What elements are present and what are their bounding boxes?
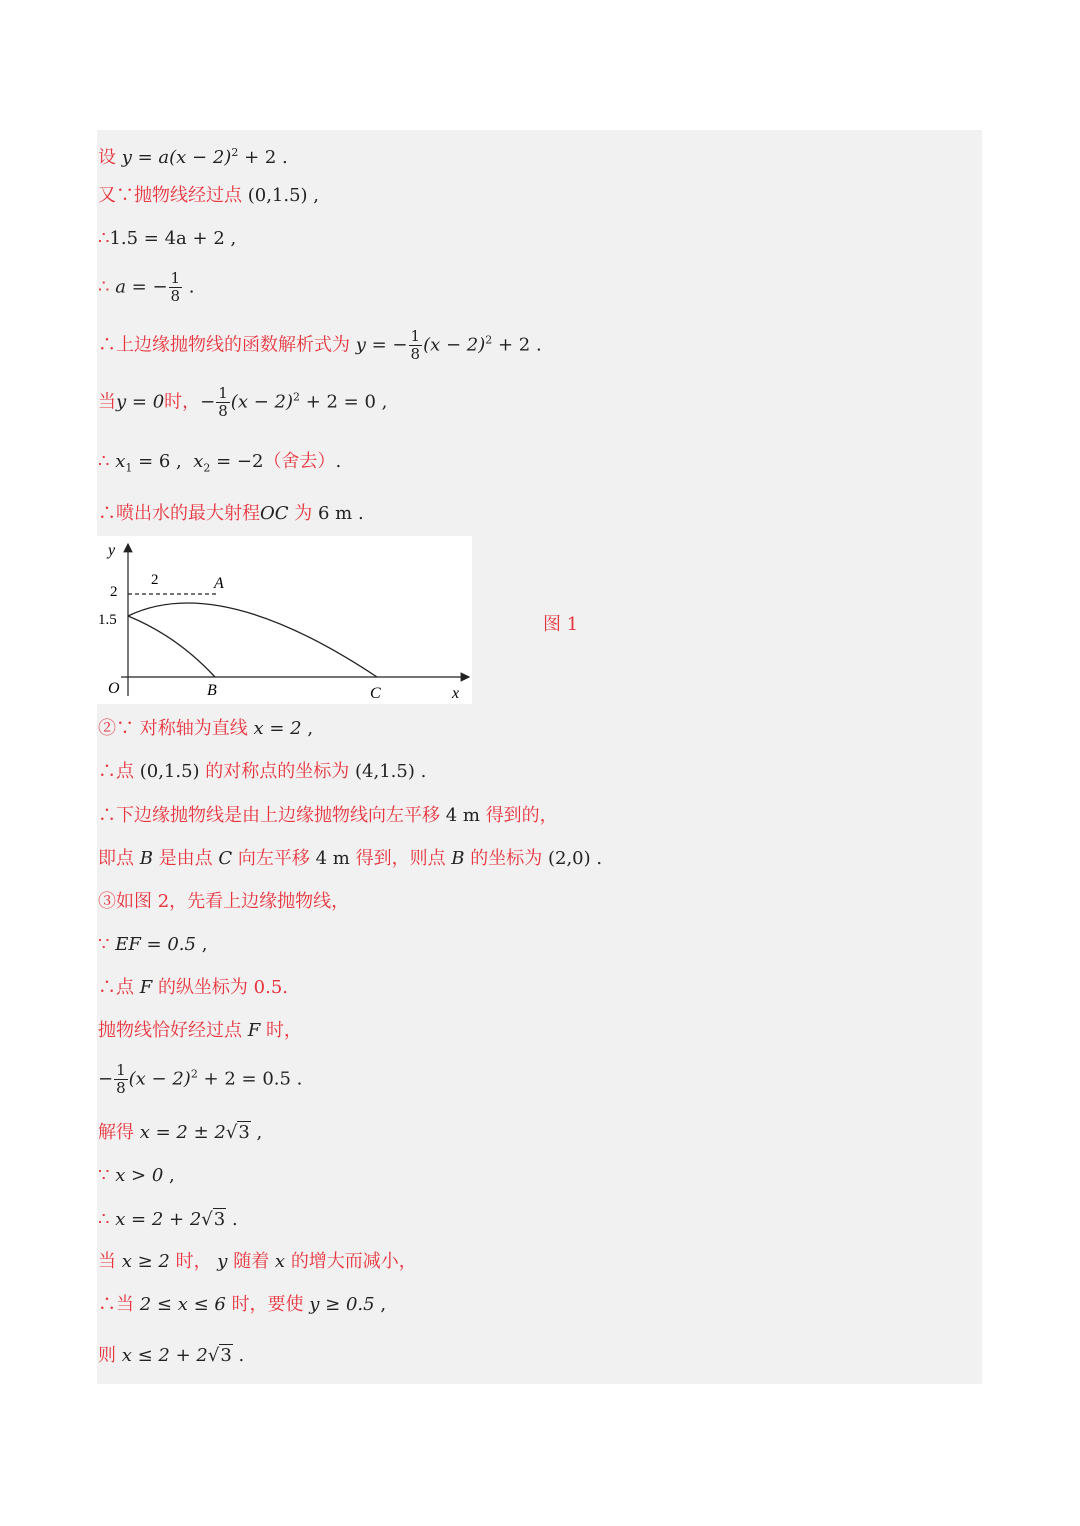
math-expression: y = − [355, 334, 408, 356]
text-time: 时， [175, 1251, 212, 1272]
text-statement: 时，要使 [231, 1294, 304, 1315]
punctuation: . [183, 276, 195, 298]
exponent: 2 [292, 390, 300, 404]
line-13 [98, 891, 349, 913]
fraction-numerator: 1 [170, 269, 181, 287]
line-3 [98, 228, 236, 250]
math-expression: EF = 0.5 [115, 934, 196, 955]
minus-sign: − [200, 391, 216, 413]
fraction-numerator: 1 [218, 384, 228, 402]
fraction [216, 385, 230, 420]
line-15 [98, 977, 288, 999]
text-statement: 的增大而减小， [290, 1251, 417, 1272]
text-statement: ∴喷出水的最大射程 [98, 503, 260, 524]
text-time: 时， [164, 391, 201, 413]
punctuation: . [335, 451, 342, 472]
fraction [409, 328, 423, 363]
punctuation: , [163, 1165, 175, 1186]
text-statement: 抛物线恰好经过点 [98, 1020, 242, 1041]
text-statement: 时， [265, 1020, 302, 1041]
line-5 [98, 328, 542, 363]
line-4 [98, 270, 195, 305]
line-19 [98, 1165, 175, 1187]
variable-x: x [269, 1251, 291, 1272]
line-6 [98, 385, 387, 420]
line-14 [98, 934, 207, 956]
fraction-denominator: 8 [170, 287, 181, 305]
math-expression: x = 2 + 2 [115, 1209, 202, 1230]
line-22 [98, 1294, 386, 1316]
math-expression: (x − 2) [128, 1068, 191, 1090]
text-statement: 得到，则点 [355, 848, 446, 869]
fraction-denominator: 8 [410, 345, 421, 363]
punctuation: , [195, 934, 208, 955]
variable-x1: x [115, 451, 126, 472]
text-when: 当 [98, 1251, 116, 1272]
math-expression: (x − 2) [423, 334, 486, 356]
y-axis-label: y [108, 542, 116, 559]
text-then: 则 [98, 1345, 116, 1366]
dash-length-label: 2 [151, 572, 159, 588]
punctuation: . [596, 848, 603, 869]
text-statement: ∴下边缘抛物线是由上边缘抛物线向左平移 [98, 805, 440, 826]
math-expression: a = − [115, 276, 168, 298]
math-expression: x = 2 ± 2 [139, 1122, 226, 1143]
minus-sign: − [98, 1068, 114, 1090]
line-11 [98, 805, 558, 827]
math-expression: 2 ≤ x ≤ 6 [134, 1294, 232, 1315]
punctuation: , [250, 1122, 263, 1143]
line-10 [98, 761, 426, 783]
discard-note: （舍去） [263, 451, 336, 472]
exponent: 2 [231, 146, 239, 159]
text-statement: ∴当 [98, 1294, 134, 1315]
line-20 [98, 1209, 238, 1231]
point-label: B [134, 848, 159, 869]
text-statement: 的纵坐标为 0.5. [157, 977, 289, 998]
line-23 [98, 1345, 244, 1367]
point-coordinate: (0,1.5) [134, 761, 206, 782]
point-c-label: C [370, 685, 381, 702]
subscript: 2 [203, 461, 211, 475]
point-b-label: B [207, 682, 217, 699]
variable-x2: x [193, 451, 204, 472]
therefore-symbol: ∴ [98, 276, 116, 298]
solution-panel [97, 130, 982, 1384]
line-17 [98, 1062, 302, 1097]
punctuation: , [307, 185, 320, 206]
text-solve: 解得 [98, 1122, 140, 1143]
radicand: 3 [213, 1209, 226, 1230]
line-16 [98, 1020, 302, 1042]
math-expression: y ≥ 0.5 [303, 1294, 375, 1315]
fraction [169, 270, 183, 305]
x-axis-label: x [452, 685, 460, 702]
punctuation: , [301, 718, 314, 739]
line-8 [98, 503, 364, 525]
line-12 [98, 848, 602, 870]
text-statement: ∴点 [98, 761, 134, 782]
because-symbol: ∵ [98, 1165, 116, 1186]
therefore-symbol: ∴ [98, 451, 116, 472]
sqrt-symbol: √ [225, 1122, 238, 1143]
text-when: 当 [98, 391, 116, 413]
text-is: 为 [288, 503, 318, 524]
exponent: 2 [190, 1067, 198, 1081]
text-statement: ③如图 2，先看上边缘抛物线， [98, 891, 350, 912]
origin-label: O [108, 680, 120, 697]
text-statement: 的坐标为 [470, 848, 543, 869]
math-expression: = 6 , [132, 451, 182, 472]
line-2 [98, 185, 319, 207]
text-statement: 即点 [98, 848, 134, 869]
point-coordinate: (4,1.5) [349, 761, 421, 782]
fraction [114, 1062, 128, 1097]
point-label: B [445, 848, 471, 869]
point-label: F [134, 977, 158, 998]
distance-value: 4 m [309, 848, 356, 869]
fraction-numerator: 1 [410, 327, 421, 345]
point-coordinate: (2,0) [542, 848, 597, 869]
sqrt-symbol: √ [201, 1209, 213, 1230]
math-expression: (x − 2) [230, 391, 293, 413]
y-tick-1-5: 1.5 [98, 612, 117, 628]
segment-label: OC [260, 503, 289, 524]
distance-value: 4 m [440, 805, 486, 826]
math-tail: + 2 = 0.5 . [197, 1068, 303, 1090]
fraction-numerator: 1 [116, 1061, 126, 1079]
punctuation: , [374, 1294, 387, 1315]
punctuation: . [420, 761, 427, 782]
sqrt-symbol: √ [207, 1345, 220, 1366]
point-coordinate: (0,1.5) [242, 185, 308, 206]
radicand: 3 [238, 1122, 250, 1143]
y-tick-2: 2 [110, 584, 118, 600]
therefore-symbol: ∴ [98, 228, 110, 249]
punctuation: . [232, 1345, 245, 1366]
radicand: 3 [220, 1345, 232, 1366]
punctuation: , [224, 228, 237, 249]
text-statement: 的对称点的坐标为 [205, 761, 350, 782]
exponent: 2 [485, 333, 493, 347]
distance-value: 6 m [317, 503, 353, 524]
math-tail: + 2 = 0 , [299, 391, 388, 413]
text-statement: 随着 [233, 1251, 270, 1272]
line-1 [98, 142, 288, 169]
line-7 [98, 451, 341, 480]
text-statement: 是由点 [158, 848, 213, 869]
subscript: 1 [125, 461, 133, 475]
parabola-graph [97, 536, 472, 704]
math-expression: x ≥ 2 [116, 1251, 176, 1272]
text-set: 设 [98, 147, 122, 168]
upper-parabola [128, 603, 377, 677]
math-expression: x > 0 [115, 1165, 164, 1186]
text-statement: 向左平移 [237, 848, 310, 869]
variable-y: y [211, 1251, 234, 1272]
figure-caption: 图 1 [543, 614, 579, 635]
fraction-denominator: 8 [116, 1079, 126, 1097]
figure-1 [97, 536, 472, 704]
math-expression: = −2 [210, 451, 264, 472]
therefore-symbol: ∴ [98, 1209, 116, 1230]
math-expression: x ≤ 2 + 2 [116, 1345, 208, 1366]
punctuation: . [226, 1209, 238, 1230]
line-21 [98, 1251, 417, 1273]
math-tail: + 2 . [492, 334, 542, 356]
math-tail: + 2 . [238, 147, 288, 168]
point-label: C [212, 848, 238, 869]
point-a-label: A [214, 575, 224, 592]
fraction-denominator: 8 [218, 402, 228, 420]
text-statement: ②∵ 对称轴为直线 [98, 718, 254, 739]
line-18 [98, 1122, 262, 1144]
math-expression: y = a(x − 2) [121, 147, 232, 168]
punctuation: . [352, 503, 364, 524]
text-statement: 又∵抛物线经过点 [98, 185, 242, 206]
text-statement: 得到的， [485, 805, 558, 826]
text-statement: ∴上边缘抛物线的函数解析式为 [98, 334, 356, 356]
math-expression: y = 0 [116, 391, 165, 413]
point-label: F [242, 1020, 266, 1041]
math-expression: 1.5 = 4a + 2 [109, 228, 225, 249]
line-9 [98, 718, 313, 740]
math-expression: x = 2 [253, 718, 302, 739]
because-symbol: ∵ [98, 934, 116, 955]
lower-parabola [128, 616, 215, 677]
text-statement: ∴点 [98, 977, 134, 998]
